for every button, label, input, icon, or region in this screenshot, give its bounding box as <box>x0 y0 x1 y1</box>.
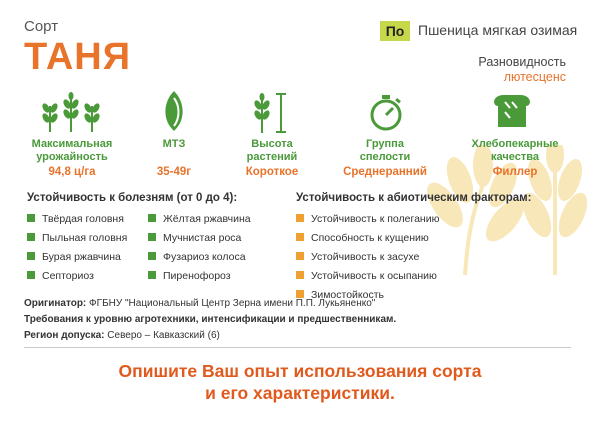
feature-label-yield: Максимальная урожайность <box>31 138 113 163</box>
crop-badge: По <box>380 21 410 41</box>
disease-item: Пиренофороз <box>148 270 231 282</box>
crop-name: Пшеница мягкая озимая <box>418 22 578 38</box>
abiotic-item: Способность к кущению <box>296 232 429 244</box>
disease-item: Септориоз <box>27 270 94 282</box>
wheat-icon <box>40 92 102 132</box>
originator-line: Оригинатор: ФГБНУ "Национальный Центр Зерна имени П.П. Лукьяненко" <box>24 298 376 309</box>
feature-value-baking: Филлер <box>492 166 538 178</box>
disease-item: Бурая ржавчина <box>27 251 121 263</box>
abiotic-section-title: Устойчивость к абиотическим факторам: <box>296 192 532 204</box>
feature-label-baking: Хлебопекарные качества <box>471 138 559 163</box>
cta-line-2: и его характеристики. <box>205 383 395 403</box>
background-wheat-illustration <box>405 145 595 275</box>
disease-item: Жёлтая ржавчина <box>148 213 251 225</box>
feature-value-height: Короткое <box>245 166 299 178</box>
abiotic-item: Устойчивость к полеганию <box>296 213 439 225</box>
variety-type-label: Разновидность <box>478 55 566 69</box>
stopwatch-icon <box>366 92 406 132</box>
feature-label-tkw: МТЗ <box>162 138 186 150</box>
feature-value-maturity: Среднеранний <box>343 166 427 178</box>
disease-item: Твёрдая головня <box>27 213 124 225</box>
cta-line-1: Опишите Ваш опыт использования сорта <box>118 361 482 381</box>
bread-icon <box>490 92 534 130</box>
variety-type-value: лютесценс <box>503 70 566 84</box>
divider <box>24 347 571 348</box>
abiotic-item: Устойчивость к засухе <box>296 251 419 263</box>
feature-label-maturity: Группа спелости <box>359 138 411 163</box>
seed-icon <box>161 90 187 132</box>
abiotic-item: Зимостойкость <box>296 289 384 301</box>
disease-item: Мучнистая роса <box>148 232 241 244</box>
plant-height-icon <box>247 91 291 133</box>
sort-label: Сорт <box>24 18 59 35</box>
region-line: Регион допуска: Северо – Кавказский (6) <box>24 330 220 341</box>
requirements-line: Требования к уровню агротехники, интенсификации и предшественникам. <box>24 314 397 325</box>
variety-name: ТАНЯ <box>24 36 132 78</box>
disease-item: Пыльная головня <box>27 232 127 244</box>
disease-item: Фузариоз колоса <box>148 251 246 263</box>
feature-value-tkw: 35-49г <box>156 166 192 178</box>
feature-label-height: Высота растений <box>246 138 298 163</box>
disease-section-title: Устойчивость к болезням (от 0 до 4): <box>27 192 238 204</box>
feature-value-yield: 94,8 ц/га <box>48 166 96 178</box>
abiotic-item: Устойчивость к осыпанию <box>296 270 437 282</box>
